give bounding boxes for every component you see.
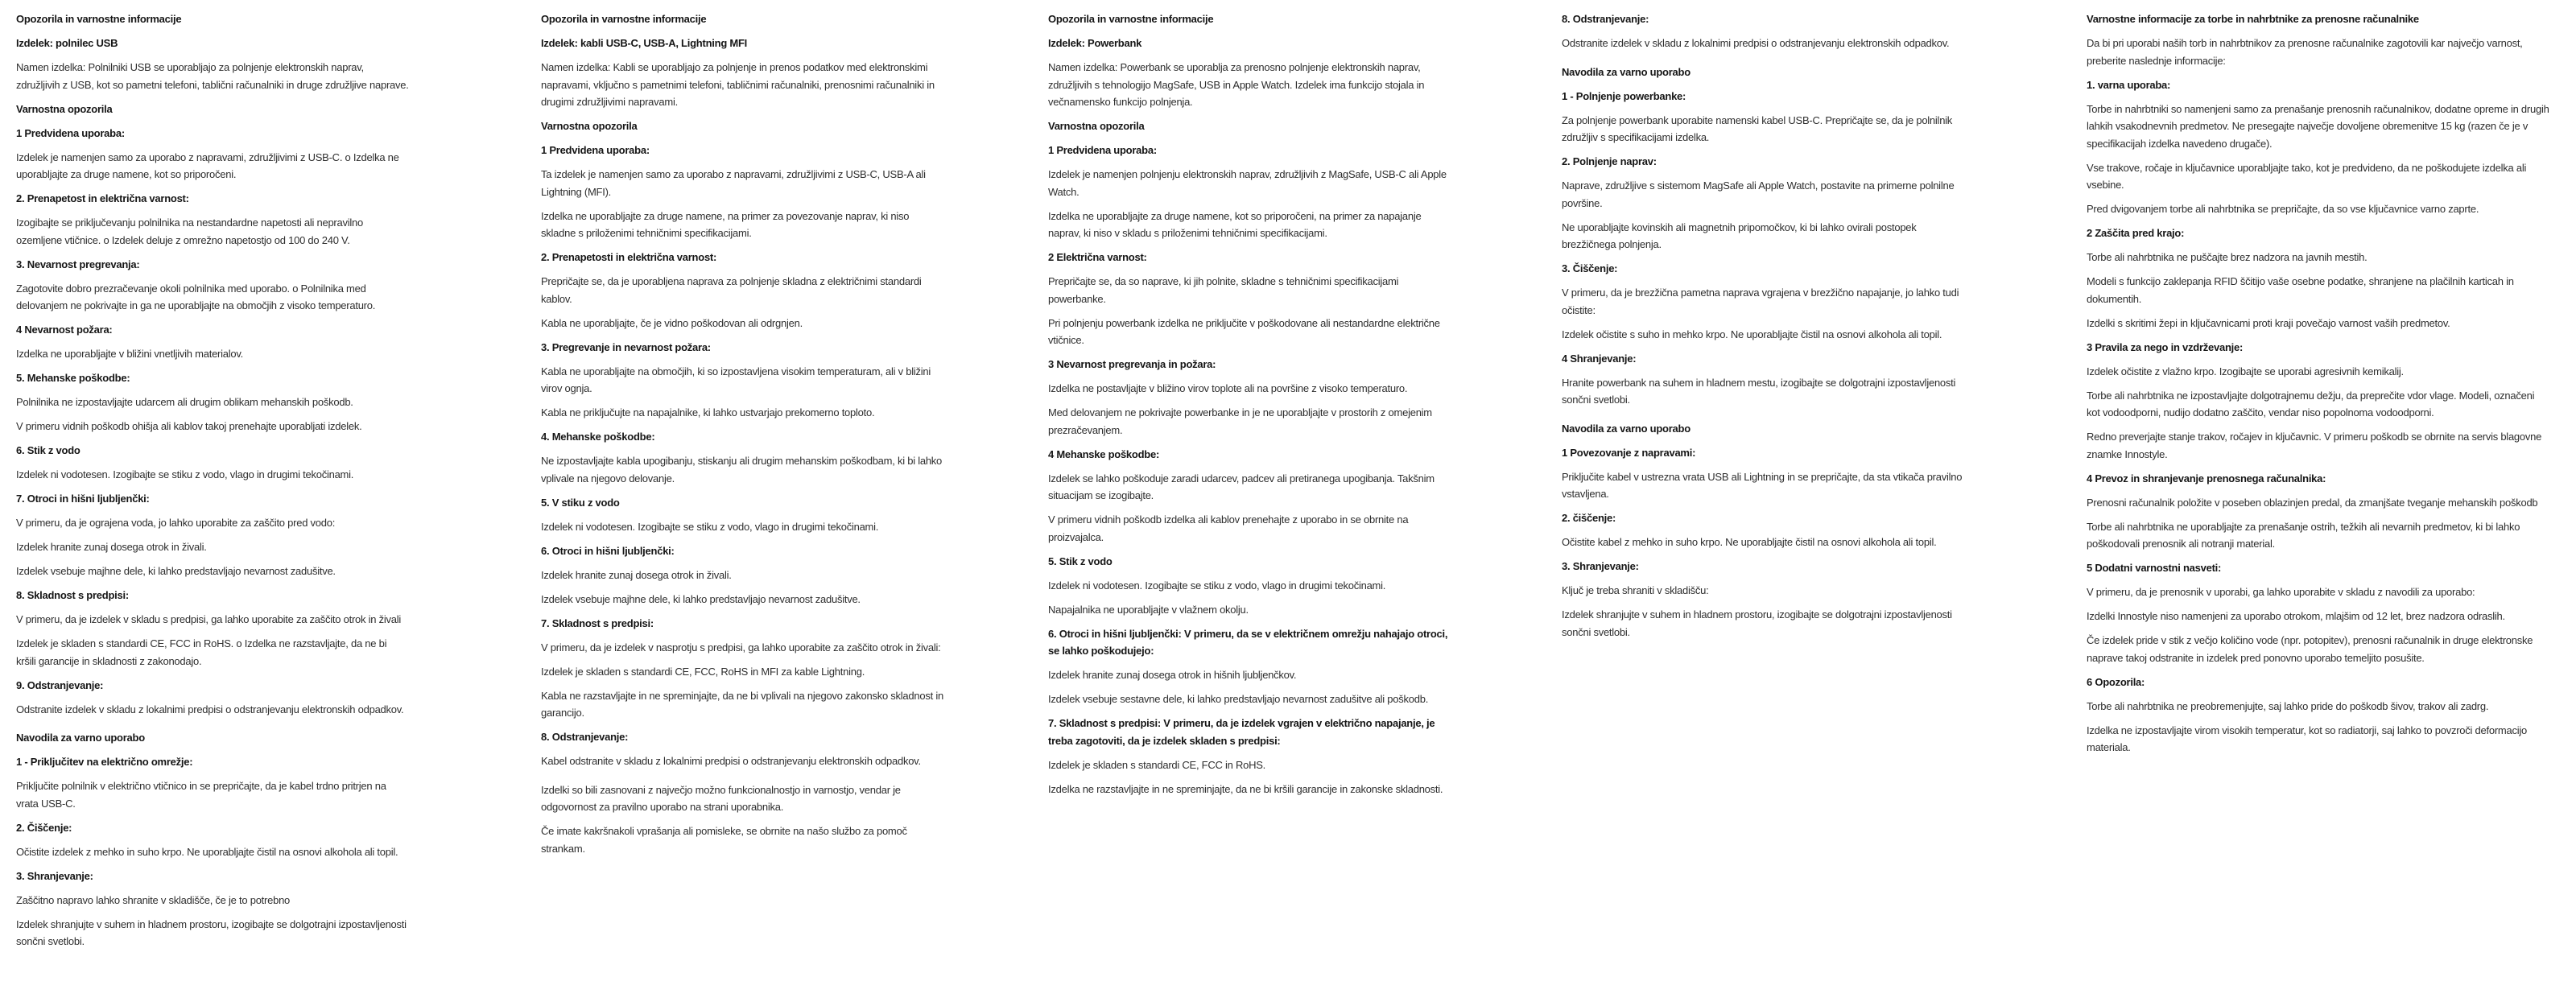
paragraph: Izdelek shranjujte v suhem in hladnem prostoru, izogibajte se dolgotrajni izpostavljenosti sončni svetlobi. xyxy=(1562,608,1952,638)
paragraph: Namen izdelka: Kabli se uporabljajo za polnjenje in prenos podatkov med elektronskimi napravami, vključno s pametnimi telefoni, tabličnimi računalniki, prenosnimi računalniki in drugimi združljivimi napravami. xyxy=(541,61,935,108)
section-heading: 7. Skladnost s predpisi: V primeru, da je izdelek vgrajen v električno napajanje, je treba zagotoviti, da je izdelek skladen s predpisi: xyxy=(1048,717,1435,747)
paragraph: Izdelek vsebuje majhne dele, ki lahko predstavljajo nevarnost zadušitve. xyxy=(16,565,336,577)
paragraph: Odstranite izdelek v skladu z lokalnimi predpisi o odstranjevanju elektronskih odpadkov. xyxy=(1562,37,1950,49)
paragraph: Redno preverjajte stanje trakov, ročajev in ključavnic. V primeru poškodb se obrnite na servis blagovne znamke Innostyle. xyxy=(2087,431,2542,460)
paragraph: Izdelek je skladen s standardi CE, FCC in RoHS. xyxy=(1048,758,1266,771)
paragraph: Napajalnika ne uporabljajte v vlažnem okolju. xyxy=(1048,603,1249,616)
section-heading: 3. Nevarnost pregrevanja: xyxy=(16,258,140,270)
paragraph: Kabel odstranite v skladu z lokalnimi predpisi o odstranjevanju elektronskih odpadkov. xyxy=(541,755,921,767)
paragraph: Izdelek hranite zunaj dosega otrok in živali. xyxy=(541,568,732,581)
section-heading: 8. Skladnost s predpisi: xyxy=(16,589,129,601)
paragraph: Zaščitno napravo lahko shranite v skladišče, če je to potrebno xyxy=(16,893,291,906)
section-heading: 8. Odstranjevanje: xyxy=(541,731,629,743)
paragraph: Kabla ne priključujte na napajalnike, ki lahko ustvarjajo prekomerno toploto. xyxy=(541,406,875,418)
paragraph: Zagotovite dobro prezračevanje okoli polnilnika med uporabo. o Polnilnika med delovanjem ne pokrivajte in ga ne uporabljajte na območjih z visoko temperaturo. xyxy=(16,282,376,311)
section-heading: 2. Polnjenje naprav: xyxy=(1562,155,1657,167)
section-heading: 1 Predvidena uporaba: xyxy=(16,126,125,139)
paragraph: Pri polnjenju powerbank izdelka ne priključite v poškodovane ali nestandardne električne vtičnice. xyxy=(1048,316,1440,346)
paragraph: Odstranite izdelek v skladu z lokalnimi predpisi o odstranjevanju elektronskih odpadkov. xyxy=(16,703,404,715)
section-heading: Navodila za varno uporabo xyxy=(1562,422,1690,435)
paragraph: Namen izdelka: Polnilniki USB se uporabljajo za polnjenje elektronskih naprav, združljivih z USB, kot so pametni telefoni, tablični računalniki in druge združljive naprave. xyxy=(16,61,409,91)
column-usb-charger-warnings xyxy=(16,10,409,957)
section-heading: 6. Otroci in hišni ljubljenčki: xyxy=(541,544,675,557)
section-heading: 4 Prevoz in shranjevanje prenosnega računalnika: xyxy=(2087,472,2326,484)
section-heading: 5 Dodatni varnostni nasveti: xyxy=(2087,562,2222,574)
section-heading: Opozorila in varnostne informacije xyxy=(541,13,707,25)
section-heading: 3. Shranjevanje: xyxy=(16,869,93,882)
paragraph: Izdelek hranite zunaj dosega otrok in hišnih ljubljenčkov. xyxy=(1048,669,1297,681)
paragraph: V primeru, da je izdelek v nasprotju s predpisi, ga lahko uporabite za zaščito otrok in živali: xyxy=(541,641,941,653)
section-heading: 9. Odstranjevanje: xyxy=(16,678,104,691)
paragraph: Očistite izdelek z mehko in suho krpo. Ne uporabljajte čistil na osnovi alkohola ali topil. xyxy=(16,845,398,858)
paragraph: Izdelek ni vodotesen. Izogibajte se stiku z vodo, vlago in drugimi tekočinami. xyxy=(541,520,879,533)
paragraph: V primeru vidnih poškodb ohišja ali kablov takoj prenehajte uporabljati izdelek. xyxy=(16,420,362,432)
section-heading: Navodila za varno uporabo xyxy=(16,732,145,744)
section-heading: 2. Prenapetosti in električna varnost: xyxy=(541,251,717,263)
paragraph: Izdelki s skritimi žepi in ključavnicami proti kraji povečajo varnost vaših predmetov. xyxy=(2087,316,2450,329)
section-heading: 6 Opozorila: xyxy=(2087,675,2145,688)
section-heading: 2 Električna varnost: xyxy=(1048,251,1147,263)
paragraph: V primeru, da je izdelek v skladu s predpisi, ga lahko uporabite za zaščito otrok in živali xyxy=(16,613,401,625)
column-cables-warnings xyxy=(541,10,945,864)
paragraph: Torbe ali nahrbtnika ne preobremenjujte, saj lahko pride do poškodb šivov, trakov ali zadrg. xyxy=(2087,699,2489,712)
section-heading: 4. Mehanske poškodbe: xyxy=(541,431,655,443)
paragraph: Izdelek je namenjen samo za uporabo z napravami, združljivimi z USB-C. o Izdelka ne uporabljajte za druge namene, kot so priporočeni. xyxy=(16,150,399,180)
section-heading: 5. Mehanske poškodbe: xyxy=(16,372,130,384)
paragraph: Izdelek očistite s suho in mehko krpo. Ne uporabljajte čistil na osnovi alkohola ali topil. xyxy=(1562,328,1942,340)
section-heading: 7. Otroci in hišni ljubljenčki: xyxy=(16,493,150,505)
section-heading: 3 Nevarnost pregrevanja in požara: xyxy=(1048,358,1216,370)
paragraph: Da bi pri uporabi naših torb in nahrbtnikov za prenosne računalnike zagotovili kar največjo varnost, preberite naslednje informacije: xyxy=(2087,37,2523,67)
paragraph: Izdelek je namenjen polnjenju elektronskih naprav, združljivih z MagSafe, USB-C ali Apple Watch. xyxy=(1048,168,1447,198)
paragraph: Namen izdelka: Powerbank se uporablja za prenosno polnjenje elektronskih naprav, združljivih s tehnologijo MagSafe, USB in Apple Watch. Izdelek ima funkcijo stojala in večnamensko funkcijo polnjenja. xyxy=(1048,61,1425,108)
paragraph: Hranite powerbank na suhem in hladnem mestu, izogibajte se dolgotrajni izpostavljenosti sončni svetlobi. xyxy=(1562,376,1956,406)
paragraph: V primeru, da je brezžična pametna naprava vgrajena v brezžično napajanje, jo lahko tudi očistite: xyxy=(1562,287,1959,316)
section-heading: Izdelek: kabli USB-C, USB-A, Lightning MFI xyxy=(541,37,747,49)
section-heading: 3. Pregrevanje in nevarnost požara: xyxy=(541,340,711,353)
paragraph: Prenosni računalnik položite v poseben oblazinjen predal, da zmanjšate tveganje mehanskih poškodb xyxy=(2087,496,2538,509)
section-heading: 4 Mehanske poškodbe: xyxy=(1048,447,1160,460)
paragraph: Izdelek shranjujte v suhem in hladnem prostoru, izogibajte se dolgotrajni izpostavljenosti sončni svetlobi. xyxy=(16,917,407,947)
section-heading: Opozorila in varnostne informacije xyxy=(16,13,182,25)
section-heading: 3 Pravila za nego in vzdrževanje: xyxy=(2087,340,2244,353)
paragraph: V primeru vidnih poškodb izdelka ali kablov prenehajte z uporabo in se obrnite na proizvajalca. xyxy=(1048,513,1409,543)
section-heading: 6. Otroci in hišni ljubljenčki: V primeru, da se v električnem omrežju nahajajo otroci, se lahko poškodujejo: xyxy=(1048,627,1448,657)
section-heading: 4 Shranjevanje: xyxy=(1562,352,1637,365)
section-heading: 1 Povezovanje z napravami: xyxy=(1562,446,1696,459)
paragraph: Za polnjenje powerbank uporabite namenski kabel USB-C. Prepričajte se, da je polnilnik združljiv s specifikacijami izdelka. xyxy=(1562,113,1953,143)
paragraph: Prepričajte se, da so naprave, ki jih polnite, skladne s tehničnimi specifikacijami powerbanke. xyxy=(1048,275,1399,305)
paragraph: Izdelki Innostyle niso namenjeni za uporabo otrokom, mlajšim od 12 let, brez nadzora odraslih. xyxy=(2087,610,2505,622)
paragraph: Izdelek se lahko poškoduje zaradi udarcev, padcev ali pretiranega upogibanja. Takšnim situacijam se izogibajte. xyxy=(1048,472,1435,501)
section-heading: 2. Čiščenje: xyxy=(16,821,72,834)
section-heading: 5. Stik z vodo xyxy=(1048,555,1113,567)
paragraph: Če izdelek pride v stik z večjo količino vode (npr. potopitev), prenosni računalnik in druge elektronske naprave takoj odstranite in izdelek pred ponovno uporabo temeljito posušite. xyxy=(2087,634,2533,664)
section-heading: Izdelek: Powerbank xyxy=(1048,37,1142,49)
section-heading: 1 - Priključitev na električno omrežje: xyxy=(16,756,193,768)
paragraph: Izdelka ne uporabljajte v bližini vnetljivih materialov. xyxy=(16,348,244,360)
paragraph: Prepričajte se, da je uporabljena naprava za polnjenje skladna z električnimi standardi kablov. xyxy=(541,275,922,305)
section-heading: 1. varna uporaba: xyxy=(2087,78,2171,91)
section-heading: 2. čiščenje: xyxy=(1562,512,1616,524)
paragraph: Izdelka ne uporabljajte za druge namene, kot so priporočeni, na primer za napajanje naprav, ki niso v skladu s priloženimi tehničnimi specifikacijami. xyxy=(1048,209,1422,239)
section-heading: 3. Shranjevanje: xyxy=(1562,560,1639,572)
paragraph: Izdelek je skladen s standardi CE, FCC, RoHS in MFI za kable Lightning. xyxy=(541,665,865,678)
paragraph: Izogibajte se priključevanju polnilnika na nestandardne napetosti ali nepravilno ozemljene vtičnice. o Izdelek deluje z omrežno napetostjo od 100 do 240 V. xyxy=(16,216,363,246)
section-heading: Izdelek: polnilec USB xyxy=(16,37,118,49)
paragraph: Priključite kabel v ustrezna vrata USB ali Lightning in se prepričajte, da sta vtikača pravilno vstavljena. xyxy=(1562,470,1963,500)
section-heading: Varnostna opozorila xyxy=(1048,120,1145,132)
section-heading: Varnostne informacije za torbe in nahrbtnike za prenosne računalnike xyxy=(2087,13,2419,25)
section-heading: 1 - Polnjenje powerbanke: xyxy=(1562,89,1686,102)
paragraph: Med delovanjem ne pokrivajte powerbanke in je ne uporabljajte v prostorih z omejenim prezračevanjem. xyxy=(1048,406,1432,436)
paragraph: Torbe ali nahrbtnika ne uporabljajte za prenašanje ostrih, težkih ali nevarnih predmetov, ki bi lahko poškodovali prenosnik ali notranji material. xyxy=(2087,520,2520,550)
paragraph: Vse trakove, ročaje in ključavnice uporabljajte tako, kot je predvideno, da ne poškodujete izdelka ali vsebine. xyxy=(2087,161,2527,191)
paragraph: Kabla ne uporabljajte, če je vidno poškodovan ali odrgnjen. xyxy=(541,316,803,329)
section-heading: 2. Prenapetost in električna varnost: xyxy=(16,192,189,204)
paragraph: Izdelka ne izpostavljajte virom visokih temperatur, kot so radiatorji, saj lahko to povzroči deformacijo materiala. xyxy=(2087,724,2527,753)
paragraph: Izdelek vsebuje majhne dele, ki lahko predstavljajo nevarnost zadušitve. xyxy=(541,592,861,605)
paragraph: Pred dvigovanjem torbe ali nahrbtnika se prepričajte, da so vse ključavnice varno zaprte. xyxy=(2087,203,2479,215)
paragraph: Izdelek hranite zunaj dosega otrok in živali. xyxy=(16,541,207,553)
paragraph: V primeru, da je prenosnik v uporabi, ga lahko uporabite v skladu z navodili za uporabo: xyxy=(2087,586,2475,598)
paragraph: V primeru, da je ograjena voda, jo lahko uporabite za zaščito pred vodo: xyxy=(16,517,336,529)
section-heading: 3. Čiščenje: xyxy=(1562,262,1618,274)
section-heading: 7. Skladnost s predpisi: xyxy=(541,616,654,629)
paragraph: Izdelek očistite z vlažno krpo. Izogibajte se uporabi agresivnih kemikalij. xyxy=(2087,365,2404,377)
section-heading: 1 Predvidena uporaba: xyxy=(541,144,650,156)
paragraph: Izdelki so bili zasnovani z največjo možno funkcionalnostjo in varnostjo, vendar je odgovornost za pravilno uporabo na strani uporabnika. xyxy=(541,783,901,813)
paragraph: Torbe ali nahrbtnika ne puščajte brez nadzora na javnih mestih. xyxy=(2087,251,2368,263)
paragraph: Izdelka ne razstavljajte in ne spreminjajte, da ne bi kršili garancije in zakonske skladnosti. xyxy=(1048,782,1443,795)
column-powerbank-warnings xyxy=(1048,10,1455,805)
paragraph: Torbe in nahrbtniki so namenjeni samo za prenašanje prenosnih računalnikov, dodatne opreme in drugih lahkih vsakodnevnih predmetov. Ne presegajte največje dovoljene obremenitve 15 kg (razen če je v specifikacijah izdelka navedeno drugače). xyxy=(2087,102,2549,150)
paragraph: Ključ je treba shraniti v skladišču: xyxy=(1562,584,1709,596)
paragraph: Ta izdelek je namenjen samo za uporabo z napravami, združljivimi z USB-C, USB-A ali Lightning (MFI). xyxy=(541,168,926,198)
paragraph: Kabla ne razstavljajte in ne spreminjajte, da ne bi vplivali na njegovo zakonsko skladnost in garancijo. xyxy=(541,689,943,719)
paragraph: Če imate kakršnakoli vprašanja ali pomisleke, se obrnite na našo službo za pomoč strankam. xyxy=(541,825,907,855)
section-heading: Opozorila in varnostne informacije xyxy=(1048,13,1214,25)
section-heading: 8. Odstranjevanje: xyxy=(1562,13,1649,25)
section-heading: Navodila za varno uporabo xyxy=(1562,65,1690,78)
paragraph: Priključite polnilnik v električno vtičnico in se prepričajte, da je kabel trdno pritrjen na vrata USB-C. xyxy=(16,780,386,810)
paragraph: Kabla ne uporabljajte na območjih, ki so izpostavljena visokim temperaturam, ali v bližini virov ognja. xyxy=(541,365,931,394)
paragraph: Polnilnika ne izpostavljajte udarcem ali drugim oblikam mehanskih poškodb. xyxy=(16,396,353,408)
section-heading: Varnostna opozorila xyxy=(16,102,113,115)
section-heading: 2 Zaščita pred krajo: xyxy=(2087,227,2185,239)
section-heading: 6. Stik z vodo xyxy=(16,444,80,456)
section-heading: 4 Nevarnost požara: xyxy=(16,324,113,336)
paragraph: Modeli s funkcijo zaklepanja RFID ščitijo vaše osebne podatke, shranjene na plačilnih karticah in dokumentih. xyxy=(2087,275,2514,305)
paragraph: Naprave, združljive s sistemom MagSafe ali Apple Watch, postavite na primerne polnilne površine. xyxy=(1562,179,1955,209)
paragraph: Ne izpostavljajte kabla upogibanju, stiskanju ali drugim mehanskim poškodbam, ki bi lahko vplivale na njegovo delovanje. xyxy=(541,455,943,484)
paragraph: Izdelka ne postavljajte v bližino virov toplote ali na površine z visoko temperaturo. xyxy=(1048,382,1408,394)
paragraph: Izdelek ni vodotesen. Izogibajte se stiku z vodo, vlago in drugimi tekočinami. xyxy=(16,468,354,480)
paragraph: Izdelek ni vodotesen. Izogibajte se stiku z vodo, vlago in drugimi tekočinami. xyxy=(1048,579,1386,592)
paragraph: Izdelek je skladen s standardi CE, FCC in RoHS. o Izdelka ne razstavljajte, da ne bi kršili garancije in skladnosti z zakonodajo. xyxy=(16,637,387,667)
paragraph: Torbe ali nahrbtnika ne izpostavljajte dolgotrajnemu dežju, da preprečite vdor vlage. Modeli, označeni kot vodoodporni, nudijo dodatno zaščito, vendar niso popolnoma vodoodporni. xyxy=(2087,389,2535,418)
section-heading: 1 Predvidena uporaba: xyxy=(1048,144,1157,156)
paragraph: Očistite kabel z mehko in suho krpo. Ne uporabljajte čistil na osnovi alkohola ali topil. xyxy=(1562,536,1937,548)
section-heading: Varnostna opozorila xyxy=(541,120,638,132)
column-laptop-bags-safety xyxy=(2087,10,2549,763)
paragraph: Izdelek vsebuje sestavne dele, ki lahko predstavljajo nevarnost zadušitve ali poškodb. xyxy=(1048,693,1429,705)
paragraph: Ne uporabljajte kovinskih ali magnetnih pripomočkov, ki bi lahko ovirali postopek brezžičnega polnjenja. xyxy=(1562,221,1917,250)
column-powerbank-usage-instructions xyxy=(1562,10,1964,648)
paragraph: Izdelka ne uporabljajte za druge namene, na primer za povezovanje naprav, ki niso skladne s priloženimi tehničnimi specifikacijami. xyxy=(541,209,910,239)
section-heading: 5. V stiku z vodo xyxy=(541,496,620,509)
